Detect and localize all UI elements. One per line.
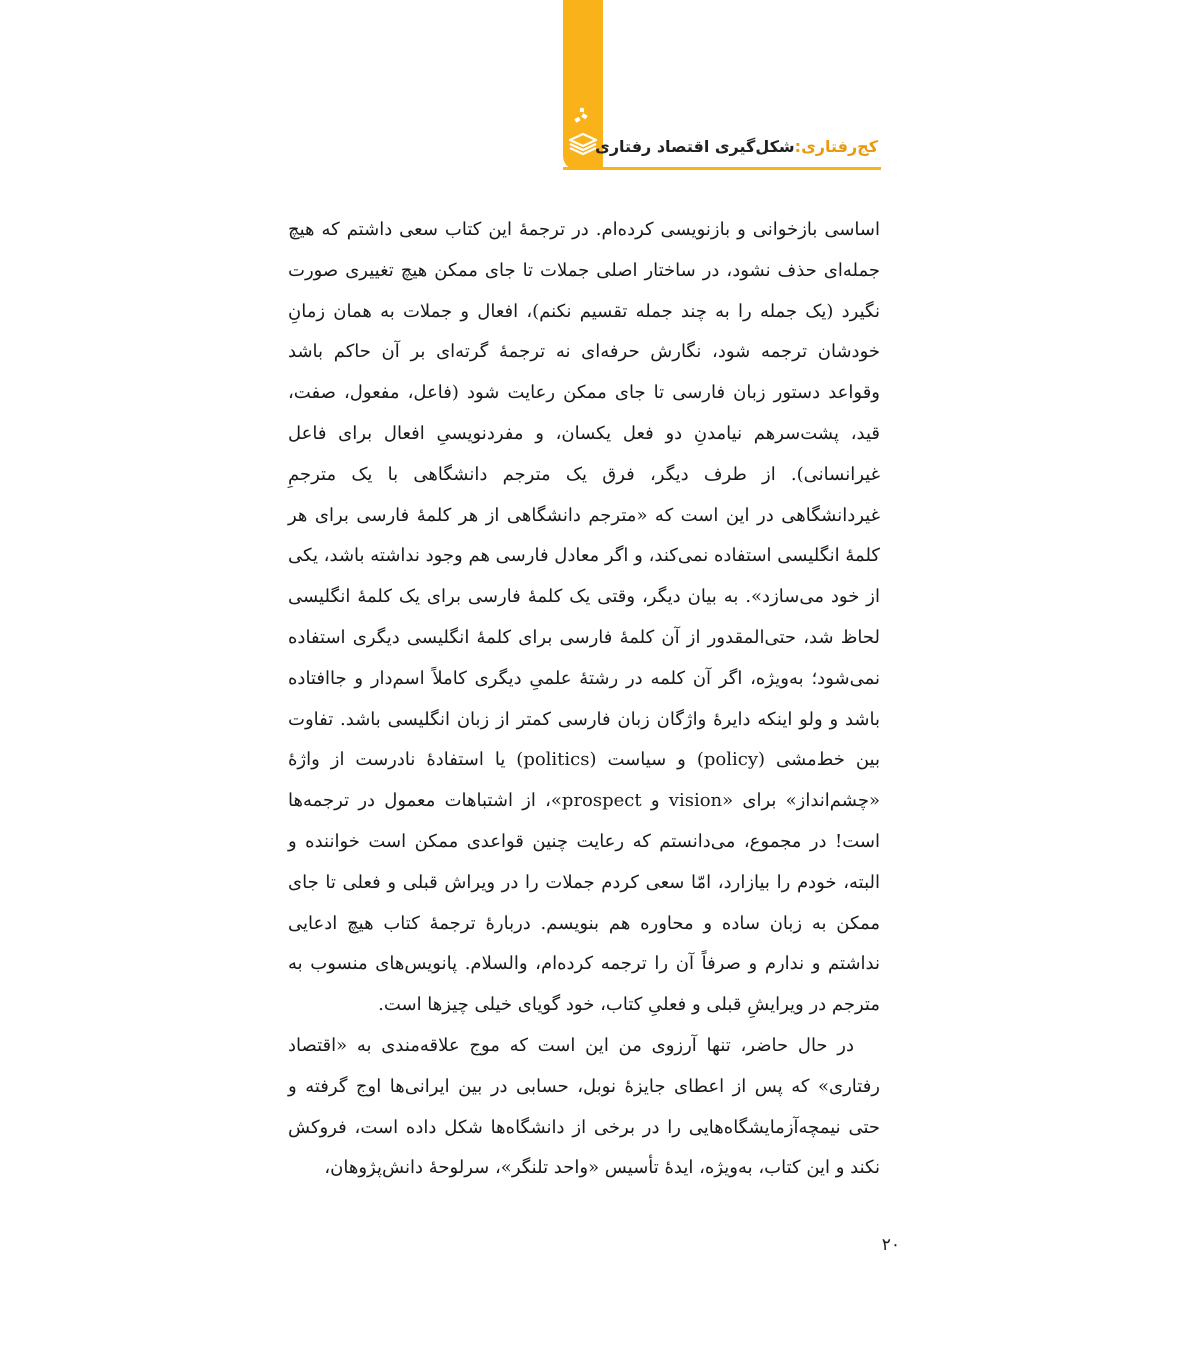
book-subtitle: شکل‌گیری اقتصاد رفتاری	[595, 137, 795, 156]
page-number: ۲۰	[881, 1235, 900, 1255]
body-text	[288, 210, 880, 1189]
book-title: کج‌رفتاری	[801, 137, 878, 156]
running-header	[595, 131, 878, 163]
paragraph-2: در حال حاضر، تنها آرزوی من این است که موج علاقه‌مندی به «اقتصاد رفتاری» که پس از اعطای جایزهٔ نوبل، حسابی در بین ایرانی‌ها اوج گرفته و حتی نیمچه‌آزمایشگاه‌هایی را در برخی از دانشگاه‌ها شکل داده است، فروکش نکند و این کتاب، به‌ویژه، ایدهٔ تأسیس «واحد تلنگر»، سرلوحهٔ دانش‌پژوهان،	[288, 1034, 880, 1179]
header-separator: :	[794, 137, 802, 156]
paragraph-1: اساسی بازخوانی و بازنویسی کرده‌ام. در ترجمهٔ این کتاب سعی داشتم که هیچ جمله‌ای حذف نشود، در ساختار اصلی جملات تا جای ممکن هیچ تغییری صورت نگیرد (یک جمله را به چند جمله تقسیم نکنم)، افعال و جملات به همان زمانِ خودشان ترجمه شود، نگارش حرفه‌ای نه ترجمهٔ گرته‌ای بر آن حاکم باشد وقواعد دستور زبان فارسی تا جای ممکن رعایت شود (فاعل، مفعول، صفت، قید، پشت‌سرهم نیامدنِ دو فعل یکسان، و مفردنویسیِ افعال برای فاعل غیرانسانی). از طرف دیگر، فرق یک مترجم دانشگاهی با یک مترجمِ غیردانشگاهی در این است که «مترجم دانشگاهی از هر کلمهٔ فارسی برای هر کلمهٔ انگلیسی استفاده نمی‌کند، و اگر معادل فارسی هم وجود نداشته باشد، یکی از خود می‌سازد». به بیان دیگر، وقتی یک کلمهٔ فارسی برای یک کلمهٔ انگلیسی لحاظ شد، حتی‌المقدور از آن کلمهٔ فارسی برای کلمهٔ انگلیسی دیگری استفاده نمی‌شود؛ به‌ویژه، اگر آن کلمه در رشتهٔ علمیِ دیگری کاملاً اسم‌دار و جاافتاده باشد و ولو اینکه دایرهٔ واژگان زبان فارسی کمتر از زبان انگلیسی باشد. تفاوت بین خط‌مشی (policy) و سیاست (politics) یا استفادهٔ نادرست از واژهٔ «چشم‌انداز» برای «vision و prospect»، از اشتباهات معمول در ترجمه‌ها است! در مجموع، می‌دانستم که رعایت چنین قواعدی ممکن است خواننده و البته، خودم را بیازارد، امّا سعی کردم جملات را در ویراش قبلی و فعلی تا جای ممکن به زبان ساده و محاوره هم بنویسم. دربارهٔ ترجمهٔ کتاب هیچ ادعایی نداشتم و ندارم و صرفاً آن را ترجمه کرده‌ام، والسلام. پانویس‌های منسوب به مترجم در ویرایشِ قبلی و فعلیِ کتاب، خود گویای خیلی چیزها است.	[288, 219, 881, 1016]
header-rule	[563, 167, 881, 170]
